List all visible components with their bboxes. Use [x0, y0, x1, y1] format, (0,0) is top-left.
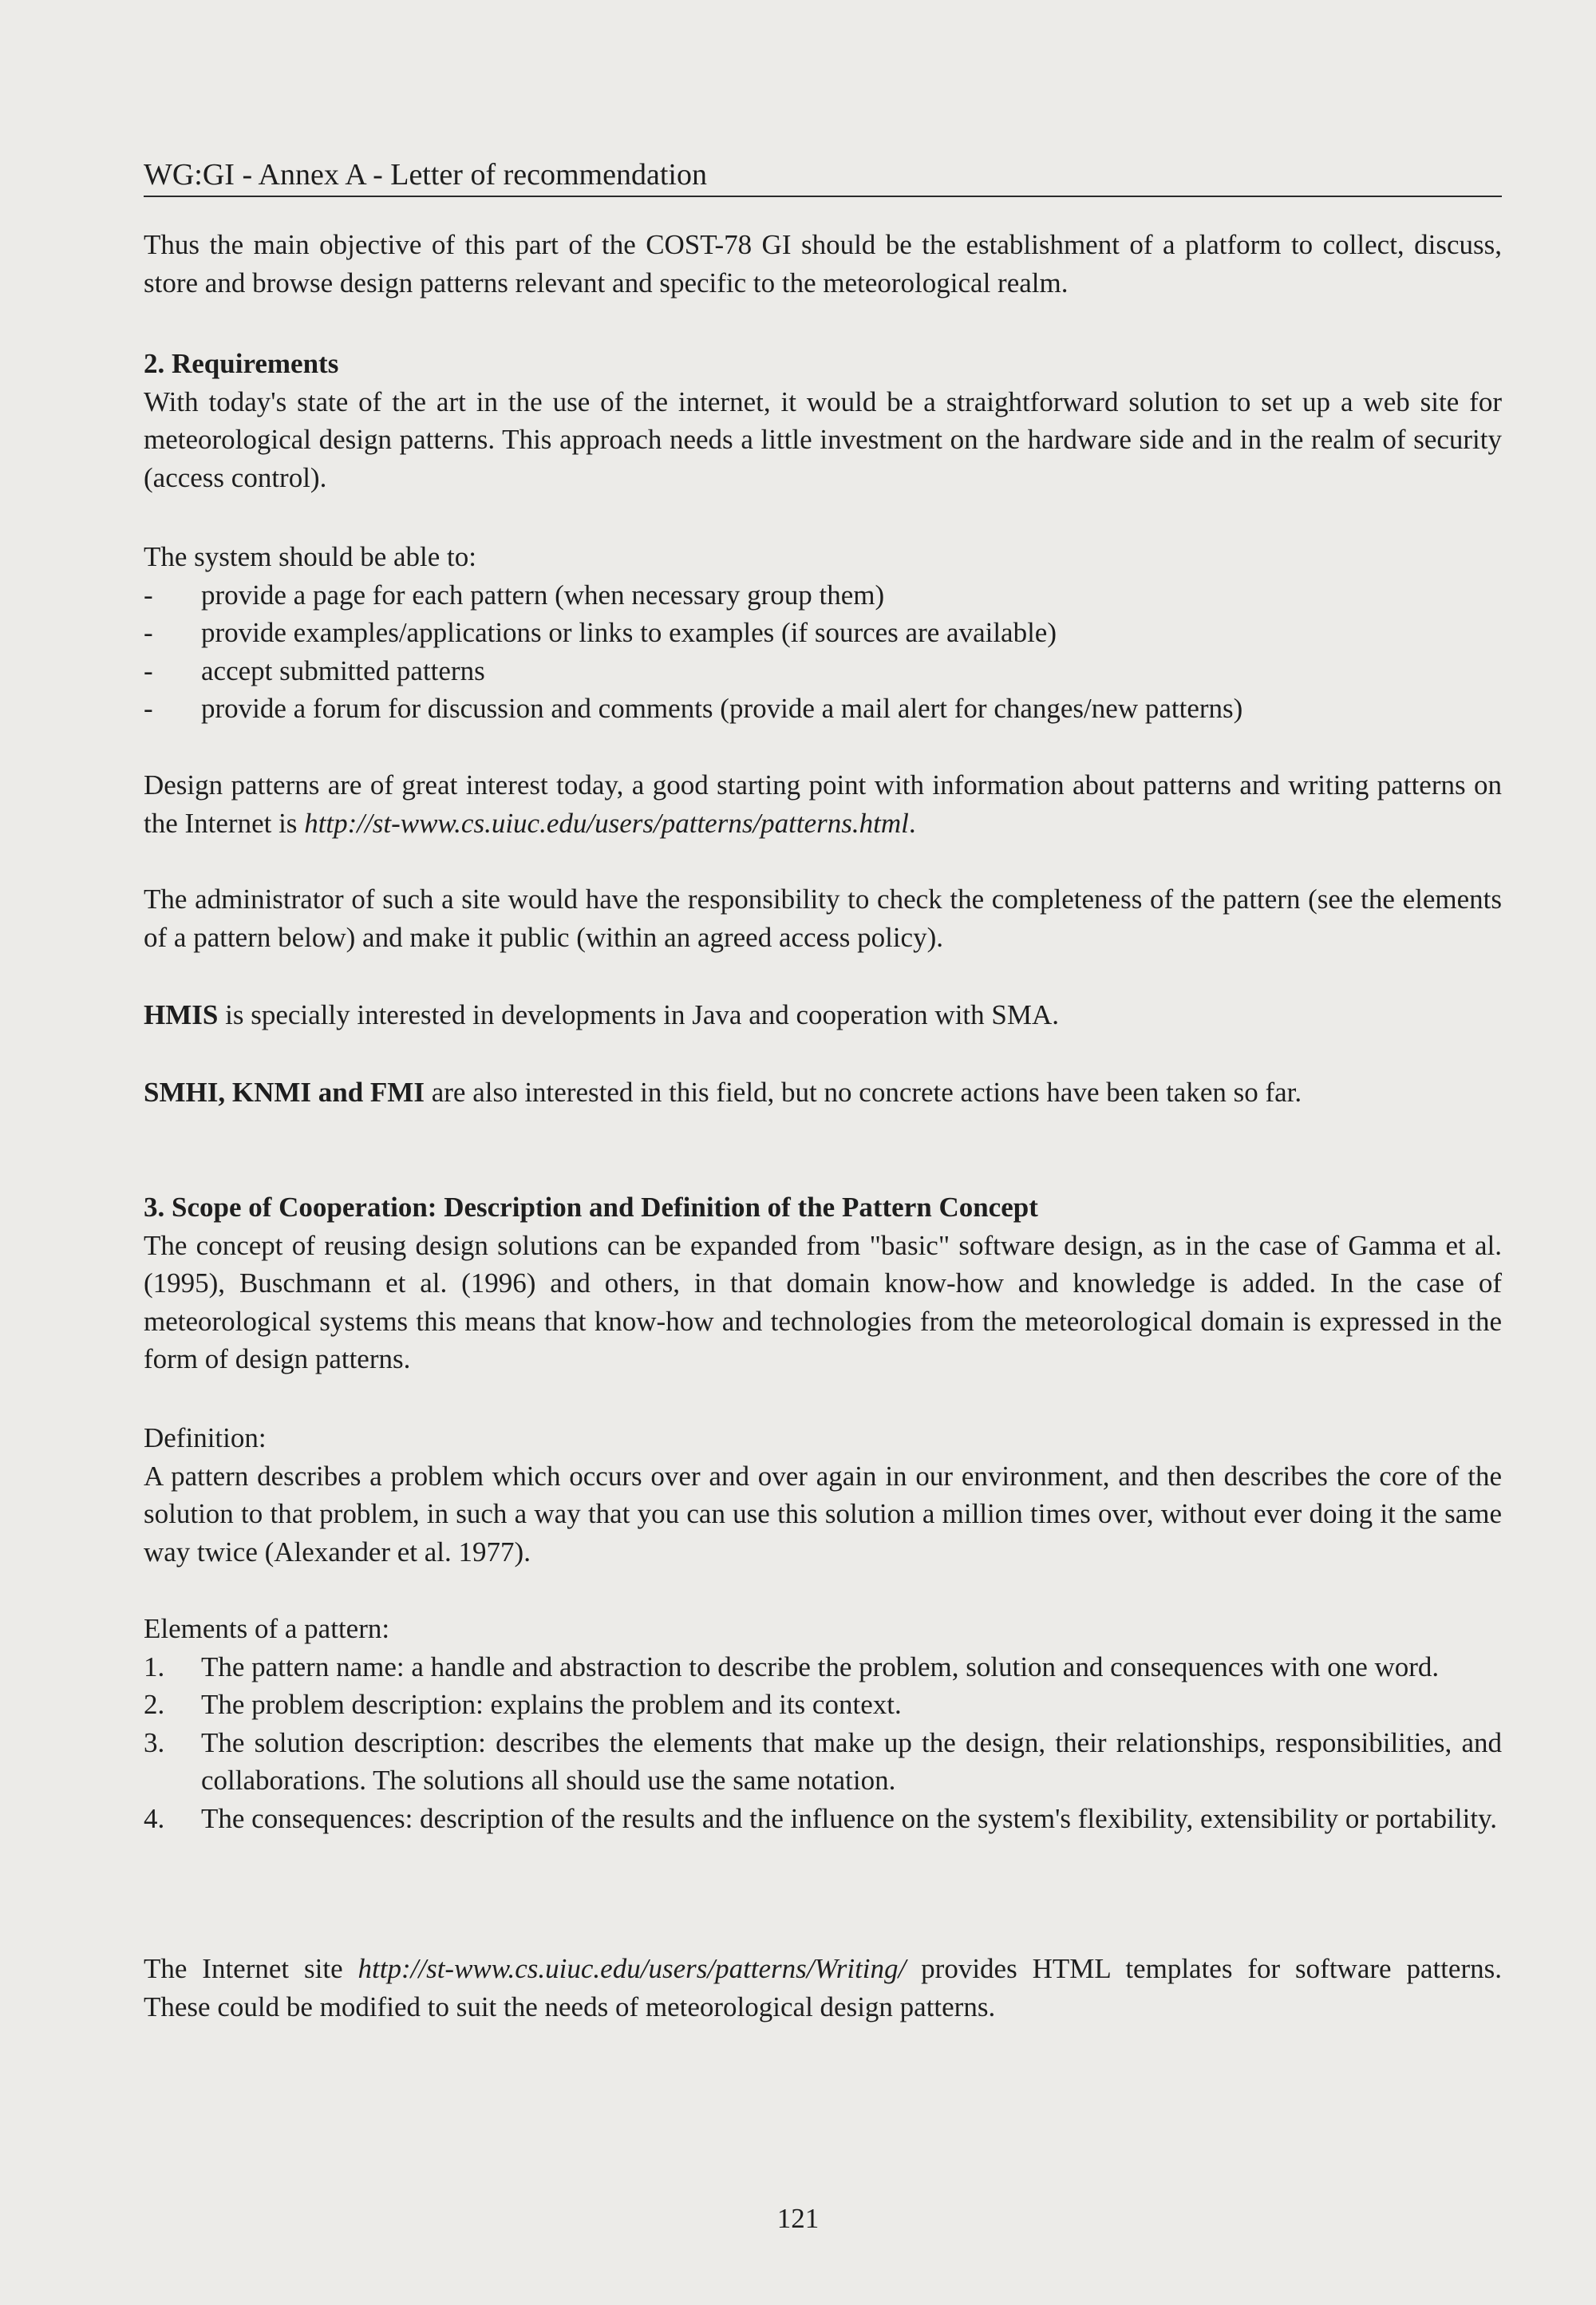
list-item-text: provide a page for each pattern (when necessary group them) [201, 579, 885, 611]
list-item-text: provide examples/applications or links to examples (if sources are available) [201, 617, 1057, 648]
list-number: 3. [144, 1726, 165, 1758]
definition-text: A pattern describes a problem which occurs over and over again in our environment, and then describes the core of the solution to that problem, in such a way that you can use this solution a million times over, without ever doing it the same way twice (Alexander et al. 1977). [144, 1460, 1502, 1568]
requirements-section [144, 345, 1502, 496]
list-marker: - [144, 579, 153, 611]
list-number: 4. [144, 1802, 165, 1834]
patterns-text-line [144, 766, 1502, 842]
list-marker: - [144, 617, 153, 648]
list-item-text: The problem description: explains the problem and its context. [201, 1689, 902, 1720]
list-marker: - [144, 693, 153, 724]
list-item [144, 1686, 1502, 1724]
scope-heading: 3. Scope of Cooperation: Description and Definition of the Pattern Concept [144, 1192, 1038, 1223]
scope-section [144, 1188, 1502, 1378]
internet-line [144, 1950, 1502, 2026]
patterns-paragraph [144, 766, 1502, 842]
requirements-heading: 2. Requirements [144, 348, 339, 379]
list-item-text: The solution description: describes the elements that make up the design, their relationships, responsibilities, and collaborations. The solutions all should use the same notation. [201, 1726, 1502, 1796]
list-item [144, 576, 1502, 615]
hmis-text: is specially interested in developments in Java and cooperation with SMA. [218, 999, 1060, 1030]
elements-block [144, 1610, 1502, 1837]
list-marker: - [144, 654, 153, 686]
patterns-url-link[interactable]: http://st-www.cs.uiuc.edu/users/patterns/patterns.html [304, 807, 909, 839]
internet-url-link[interactable]: http://st-www.cs.uiuc.edu/users/patterns/Writing/ [358, 1953, 907, 1984]
hmis-paragraph [144, 996, 1502, 1034]
hmis-line [144, 996, 1502, 1034]
list-item [144, 1724, 1502, 1800]
list-item [144, 1648, 1502, 1686]
smhi-line [144, 1073, 1502, 1112]
list-number: 2. [144, 1689, 165, 1720]
definition-label: Definition: [144, 1422, 267, 1453]
list-item-text: accept submitted patterns [201, 654, 485, 686]
list-item [144, 652, 1502, 690]
internet-text-pre: The Internet site [144, 1953, 358, 1984]
list-item-text: The consequences: description of the results and the influence on the system's flexibility, extensibility or portability. [201, 1802, 1498, 1834]
body-block-intro [144, 226, 1502, 302]
patterns-text-end: . [908, 807, 916, 839]
list-item [144, 614, 1502, 652]
smhi-text: are also interested in this field, but no concrete actions have been taken so far. [424, 1077, 1302, 1108]
list-item [144, 690, 1502, 728]
list-item-text: The pattern name: a handle and abstraction to describe the problem, solution and consequences with one word. [201, 1651, 1440, 1682]
smhi-paragraph [144, 1073, 1502, 1112]
admin-paragraph: The administrator of such a site would have the responsibility to check the completeness of the pattern (see the elements of a pattern below) and make it public (within an agreed access policy). [144, 884, 1502, 953]
list-item-text: provide a forum for discussion and comments (provide a mail alert for changes/new patterns) [201, 693, 1243, 724]
scope-paragraph: The concept of reusing design solutions can be expanded from "basic" software design, as in the case of Gamma et al. (1995), Buschmann et al. (1996) and others, in that domain know-how and knowledge is added. In the case of meteorological systems this means that know-how and technologies from the meteorological domain is expressed in the form of design patterns. [144, 1229, 1502, 1374]
requirements-paragraph: With today's state of the art in the use of the internet, it would be a straightforward solution to set up a web site for meteorological design patterns. This approach needs a little investment on the hardware side and in the realm of security (access control). [144, 385, 1502, 493]
list-number: 1. [144, 1651, 165, 1682]
definition-block [144, 1419, 1502, 1571]
list-item [144, 1800, 1502, 1838]
system-capabilities [144, 538, 1502, 728]
running-header: WG:GI - Annex A - Letter of recommendation [144, 156, 1502, 197]
admin-paragraph-block [144, 880, 1502, 956]
elements-label: Elements of a pattern: [144, 1613, 390, 1644]
page-number: 121 [776, 2203, 820, 2234]
internet-text-post: provides HTML templates for software patterns. These could be modified to suit the needs of meteorological design patterns. [144, 1953, 1502, 2022]
patterns-text: Design patterns are of great interest today, a good starting point with information about patterns and writing patterns on the Internet is [144, 769, 1502, 839]
system-intro: The system should be able to: [144, 541, 477, 572]
intro-paragraph: Thus the main objective of this part of the COST-78 GI should be the establishment of a platform to collect, discuss, store and browse design patterns relevant and specific to the meteorological realm. [144, 229, 1502, 299]
smhi-bold: SMHI, KNMI and FMI [144, 1077, 425, 1108]
hmis-bold: HMIS [144, 999, 219, 1030]
internet-paragraph [144, 1950, 1502, 2026]
